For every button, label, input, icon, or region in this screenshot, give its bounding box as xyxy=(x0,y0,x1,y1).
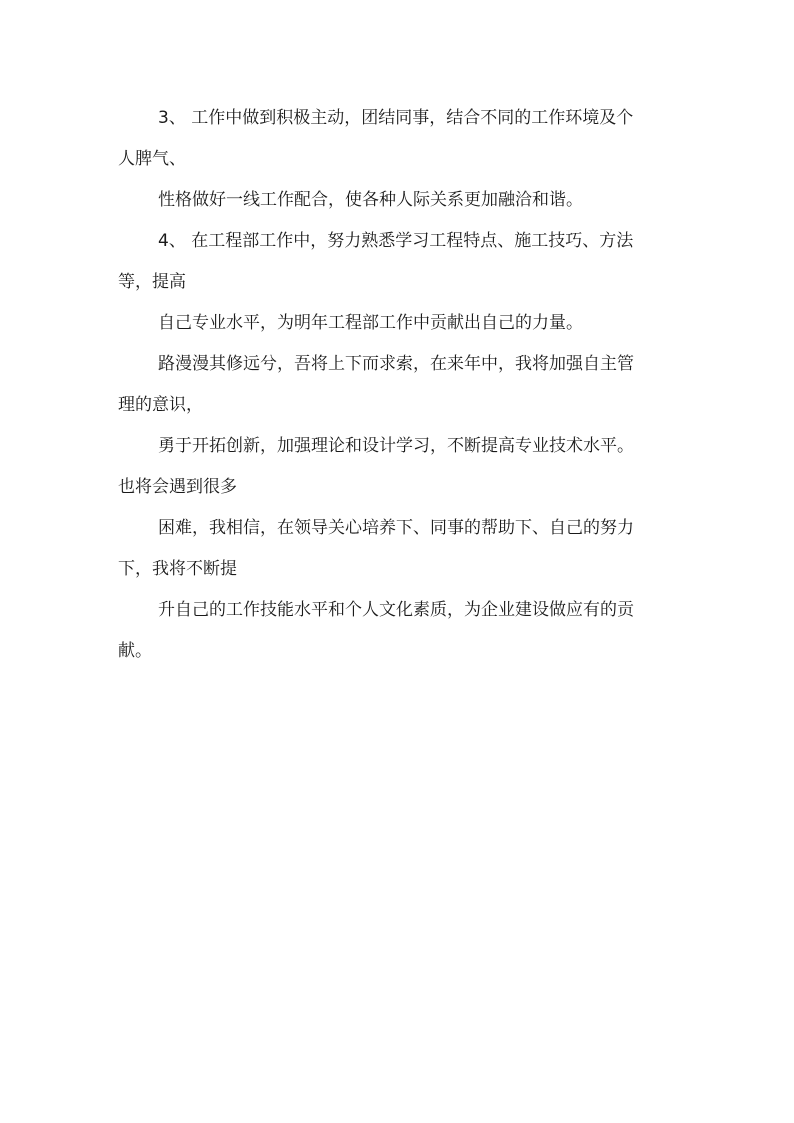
text-line: 勇于开拓创新，加强理论和设计学习，不断提高专业技术水平。 xyxy=(158,436,634,456)
text-line: 人脾气、 xyxy=(118,149,186,169)
text-line: 困难，我相信，在领导关心培养下、同事的帮助下、自己的努力 xyxy=(158,518,634,538)
text-line: 献。 xyxy=(118,641,152,661)
text-line: 性格做好一线工作配合，使各种人际关系更加融洽和谐。 xyxy=(158,190,583,210)
text-line: 自己专业水平，为明年工程部工作中贡献出自己的力量。 xyxy=(158,313,583,333)
text-line: 也将会遇到很多 xyxy=(118,477,237,497)
text-line: 4、 在工程部工作中，努力熟悉学习工程特点、施工技巧、方法 xyxy=(158,231,634,251)
text-line: 下，我将不断提 xyxy=(118,559,237,579)
text-line: 路漫漫其修远兮，吾将上下而求索，在来年中，我将加强自主管 xyxy=(158,354,634,374)
body-text xyxy=(118,98,688,672)
text-line: 等，提高 xyxy=(118,272,186,292)
text-line: 升自己的工作技能水平和个人文化素质，为企业建设做应有的贡 xyxy=(158,600,634,620)
text-line: 3、 工作中做到积极主动，团结同事，结合不同的工作环境及个 xyxy=(158,108,634,128)
text-line: 理的意识， xyxy=(118,395,203,415)
